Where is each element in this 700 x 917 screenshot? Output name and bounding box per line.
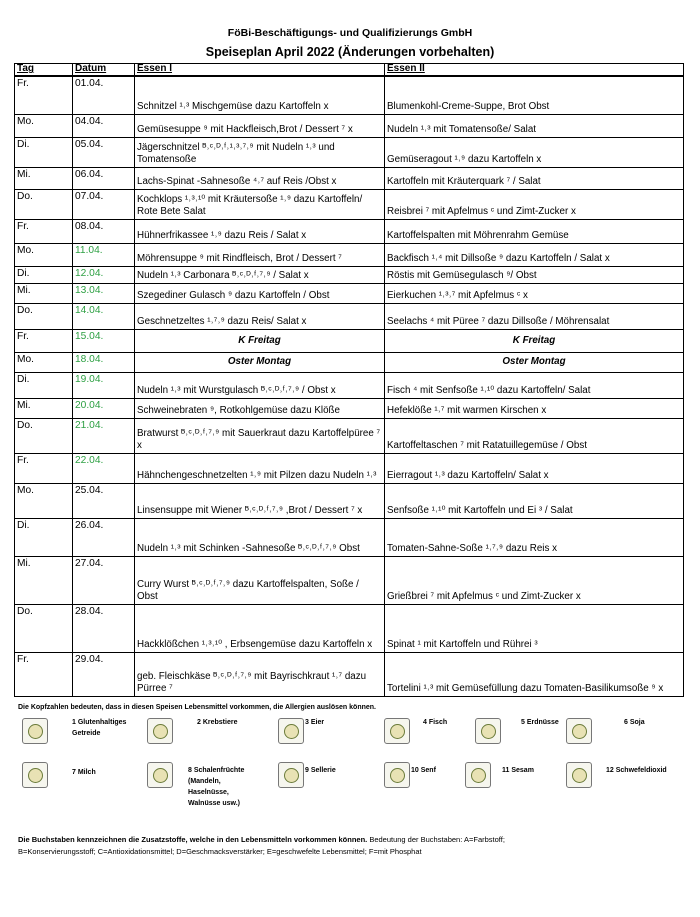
allergen-label-main: 10 Senf [411, 767, 436, 774]
day-cell: Mo. [15, 483, 73, 518]
menu-table [14, 63, 684, 697]
date-cell: 25.04. [73, 483, 135, 518]
allergen-label-main: 11 Sesam [502, 767, 534, 774]
allergen-label [521, 717, 559, 728]
day-cell: Di. [15, 518, 73, 556]
meal-1-cell: Oster Montag [135, 352, 385, 372]
celery-icon [278, 762, 304, 788]
date-cell: 20.04. [73, 398, 135, 418]
additives-legend: B=Konservierungsstoff; C=Antioxidationsmittel; D=Geschmacksverstärker; E=geschwefelte Lebensmittel; F=mit Phosphat [18, 847, 422, 856]
allergen-label-main: 5 Erdnüsse [521, 719, 559, 726]
milk-icon [22, 762, 48, 788]
date-cell: 27.04. [73, 556, 135, 604]
table-row [15, 243, 684, 266]
day-cell: Di. [15, 372, 73, 398]
sulphite-icon [566, 762, 592, 788]
allergen-intro: Die Kopfzahlen bedeuten, dass in diesen Speisen Lebensmittel vorkommen, die Allergien auslösen können. [18, 704, 376, 711]
additives-note-bold: Die Buchstaben kennzeichnen die Zusatzstoffe, welche in den Lebensmitteln vorkommen können. [18, 835, 368, 844]
date-cell: 12.04. [73, 266, 135, 283]
meal-1-cell: Bratwurst ᴮ˒ᶜ˒ᴰ˒ᶠ˒⁷˒⁹ mit Sauerkraut dazu Kartoffelpüree ⁷ x [135, 418, 385, 453]
col-header-meal-2: Essen II [385, 64, 684, 77]
allergen-label [197, 717, 237, 728]
day-cell: Mo. [15, 243, 73, 266]
meal-1-cell: Linsensuppe mit Wiener ᴮ˒ᶜ˒ᴰ˒ᶠ˒⁷˒⁹ ,Brot / Dessert ⁷ x [135, 483, 385, 518]
menu-body [15, 76, 684, 696]
meal-2-cell: Kartoffeln mit Kräuterquark ⁷ / Salat [385, 167, 684, 189]
meal-2-cell: Blumenkohl-Creme-Suppe, Brot Obst [385, 76, 684, 114]
date-cell: 19.04. [73, 372, 135, 398]
day-cell: Fr. [15, 329, 73, 352]
table-row [15, 483, 684, 518]
date-cell: 15.04. [73, 329, 135, 352]
peanut-icon [475, 718, 501, 744]
meal-1-cell: K Freitag [135, 329, 385, 352]
date-cell: 26.04. [73, 518, 135, 556]
table-row [15, 329, 684, 352]
date-cell: 07.04. [73, 189, 135, 219]
nut-icon [147, 762, 173, 788]
meal-2-cell: Röstis mit Gemüsegulasch ⁹/ Obst [385, 266, 684, 283]
soy-icon [566, 718, 592, 744]
allergen-label [188, 765, 258, 809]
table-row [15, 303, 684, 329]
table-row [15, 76, 684, 114]
date-cell: 13.04. [73, 283, 135, 303]
table-row [15, 518, 684, 556]
allergen-label [411, 765, 436, 776]
meal-2-cell: Fisch ⁴ mit Senfsoße ¹˒¹⁰ dazu Kartoffeln/ Salat [385, 372, 684, 398]
meal-1-cell: Schnitzel ¹˒³ Mischgemüse dazu Kartoffeln x [135, 76, 385, 114]
page-title: Speiseplan April 2022 (Änderungen vorbehalten) [205, 45, 495, 59]
meal-2-cell: Senfsoße ¹˒¹⁰ mit Kartoffeln und Ei ³ / Salat [385, 483, 684, 518]
meal-1-cell: Schweinebraten ⁹, Rotkohlgemüse dazu Klöße [135, 398, 385, 418]
day-cell: Do. [15, 189, 73, 219]
additives-note [18, 834, 688, 846]
allergen-label-main: 6 Soja [624, 719, 645, 726]
table-row [15, 352, 684, 372]
allergen-label [72, 767, 96, 778]
col-header-day: Tag [15, 64, 73, 77]
meal-2-cell: Tortelini ¹˒³ mit Gemüsefüllung dazu Tomaten-Basilikumsoße ⁹ x [385, 652, 684, 696]
allergen-label-main: 12 Schwefeldioxid [606, 767, 667, 774]
table-row [15, 556, 684, 604]
day-cell: Fr. [15, 453, 73, 483]
col-header-meal-1: Essen I [135, 64, 385, 77]
meal-1-cell: Nudeln ¹˒³ mit Wurstgulasch ᴮ˒ᶜ˒ᴰ˒ᶠ˒⁷˒⁹ / Obst x [135, 372, 385, 398]
table-row [15, 372, 684, 398]
date-cell: 28.04. [73, 604, 135, 652]
sesame-icon [465, 762, 491, 788]
allergen-label-detail: (Mandeln, Haselnüsse, Walnüsse usw.) [188, 778, 240, 807]
meal-1-cell: Jägerschnitzel ᴮ˒ᶜ˒ᴰ˒ᶠ˒¹˒³˒⁷˒⁹ mit Nudeln ¹˒³ und Tomatensoße [135, 137, 385, 167]
mustard-icon [384, 762, 410, 788]
table-row [15, 652, 684, 696]
meal-1-cell: Nudeln ¹˒³ Carbonara ᴮ˒ᶜ˒ᴰ˒ᶠ˒⁷˒⁹ / Salat x [135, 266, 385, 283]
date-cell: 08.04. [73, 219, 135, 243]
day-cell: Mo. [15, 352, 73, 372]
meal-1-cell: geb. Fleischkäse ᴮ˒ᶜ˒ᴰ˒ᶠ˒⁷˒⁹ mit Bayrischkraut ¹˒⁷ dazu Pürree ⁷ [135, 652, 385, 696]
day-cell: Do. [15, 418, 73, 453]
meal-1-cell: Gemüsesuppe ⁹ mit Hackfleisch,Brot / Dessert ⁷ x [135, 114, 385, 137]
additives-note-rest: Bedeutung der Buchstaben: A=Farbstoff; [367, 835, 505, 844]
day-cell: Fr. [15, 652, 73, 696]
allergen-label-detail: Getreide [72, 730, 101, 737]
meal-1-cell: Hackklößchen ¹˒³˒¹⁰ , Erbsengemüse dazu Kartoffeln x [135, 604, 385, 652]
date-cell: 11.04. [73, 243, 135, 266]
fish-icon [384, 718, 410, 744]
col-header-date: Datum [73, 64, 135, 77]
meal-1-cell: Geschnetzeltes ¹˒⁷˒⁹ dazu Reis/ Salat x [135, 303, 385, 329]
table-header-row [15, 64, 684, 77]
allergen-label-main: 7 Milch [72, 769, 96, 776]
egg-icon [278, 718, 304, 744]
meal-2-cell: Hefeklöße ¹˒⁷ mit warmen Kirschen x [385, 398, 684, 418]
table-row [15, 266, 684, 283]
allergen-label [305, 765, 336, 776]
meal-2-cell: Kartoffeltaschen ⁷ mit Ratatuillegemüse / Obst [385, 418, 684, 453]
day-cell: Mi. [15, 556, 73, 604]
allergen-label [624, 717, 645, 728]
allergen-label-main: 2 Krebstiere [197, 719, 238, 726]
grain-icon [22, 718, 48, 744]
table-row [15, 283, 684, 303]
day-cell: Mi. [15, 283, 73, 303]
day-cell: Di. [15, 137, 73, 167]
allergen-label-main: 1 Glutenhaltiges [72, 719, 127, 726]
table-row [15, 137, 684, 167]
allergen-label [606, 765, 667, 776]
meal-2-cell: Eierkuchen ¹˒³˒⁷ mit Apfelmus ᶜ x [385, 283, 684, 303]
table-row [15, 453, 684, 483]
table-row [15, 418, 684, 453]
meal-2-cell: Oster Montag [385, 352, 684, 372]
date-cell: 06.04. [73, 167, 135, 189]
meal-2-cell: Nudeln ¹˒³ mit Tomatensoße/ Salat [385, 114, 684, 137]
company-name: FöBi-Beschäftigungs- und Qualifizierungs GmbH [227, 27, 473, 39]
date-cell: 22.04. [73, 453, 135, 483]
allergen-label [72, 717, 126, 739]
meal-2-cell: K Freitag [385, 329, 684, 352]
table-row [15, 604, 684, 652]
date-cell: 01.04. [73, 76, 135, 114]
table-row [15, 114, 684, 137]
meal-2-cell: Tomaten-Sahne-Soße ¹˒⁷˒⁹ dazu Reis x [385, 518, 684, 556]
day-cell: Fr. [15, 76, 73, 114]
meal-2-cell: Kartoffelspalten mit Möhrenrahm Gemüse [385, 219, 684, 243]
date-cell: 21.04. [73, 418, 135, 453]
day-cell: Do. [15, 604, 73, 652]
allergen-label-main: 4 Fisch [423, 719, 448, 726]
allergen-label [502, 765, 534, 776]
meal-1-cell: Hühnerfrikassee ¹˒⁹ dazu Reis / Salat x [135, 219, 385, 243]
table-row [15, 189, 684, 219]
meal-1-cell: Lachs-Spinat -Sahnesoße ⁴˒⁷ auf Reis /Obst x [135, 167, 385, 189]
day-cell: Mi. [15, 167, 73, 189]
date-cell: 05.04. [73, 137, 135, 167]
table-row [15, 398, 684, 418]
date-cell: 18.04. [73, 352, 135, 372]
meal-1-cell: Szegediner Gulasch ⁹ dazu Kartoffeln / Obst [135, 283, 385, 303]
day-cell: Di. [15, 266, 73, 283]
allergen-label [423, 717, 447, 728]
crab-icon [147, 718, 173, 744]
meal-2-cell: Reisbrei ⁷ mit Apfelmus ᶜ und Zimt-Zucker x [385, 189, 684, 219]
meal-1-cell: Nudeln ¹˒³ mit Schinken -Sahnesoße ᴮ˒ᶜ˒ᴰ˒ᶠ˒⁷˒⁹ Obst [135, 518, 385, 556]
day-cell: Mo. [15, 114, 73, 137]
meal-2-cell: Backfisch ¹˒⁴ mit Dillsoße ⁹ dazu Kartoffeln / Salat x [385, 243, 684, 266]
meal-1-cell: Hähnchengeschnetzelten ¹˒⁹ mit Pilzen dazu Nudeln ¹˒³ [135, 453, 385, 483]
day-cell: Do. [15, 303, 73, 329]
allergen-legend [0, 712, 700, 822]
meal-1-cell: Curry Wurst ᴮ˒ᶜ˒ᴰ˒ᶠ˒⁷˒⁹ dazu Kartoffelspalten, Soße / Obst [135, 556, 385, 604]
meal-2-cell: Grießbrei ⁷ mit Apfelmus ᶜ und Zimt-Zucker x [385, 556, 684, 604]
allergen-label-main: 3 Eier [305, 719, 325, 726]
table-row [15, 219, 684, 243]
day-cell: Mi. [15, 398, 73, 418]
allergen-label [305, 717, 324, 728]
table-row [15, 167, 684, 189]
date-cell: 04.04. [73, 114, 135, 137]
allergen-label-main: 8 Schalenfrüchte [188, 767, 245, 774]
allergen-label-main: 9 Sellerie [305, 767, 336, 774]
meal-1-cell: Kochklops ¹˒³˒¹⁰ mit Kräutersoße ¹˒⁹ dazu Kartoffeln/ Rote Bete Salat [135, 189, 385, 219]
meal-2-cell: Seelachs ⁴ mit Püree ⁷ dazu Dillsoße / Möhrensalat [385, 303, 684, 329]
date-cell: 29.04. [73, 652, 135, 696]
date-cell: 14.04. [73, 303, 135, 329]
meal-1-cell: Möhrensuppe ⁹ mit Rindfleisch, Brot / Dessert ⁷ [135, 243, 385, 266]
meal-2-cell: Eierragout ¹˒³ dazu Kartoffeln/ Salat x [385, 453, 684, 483]
day-cell: Fr. [15, 219, 73, 243]
meal-2-cell: Spinat ¹ mit Kartoffeln und Rührei ³ [385, 604, 684, 652]
meal-2-cell: Gemüseragout ¹˒⁹ dazu Kartoffeln x [385, 137, 684, 167]
